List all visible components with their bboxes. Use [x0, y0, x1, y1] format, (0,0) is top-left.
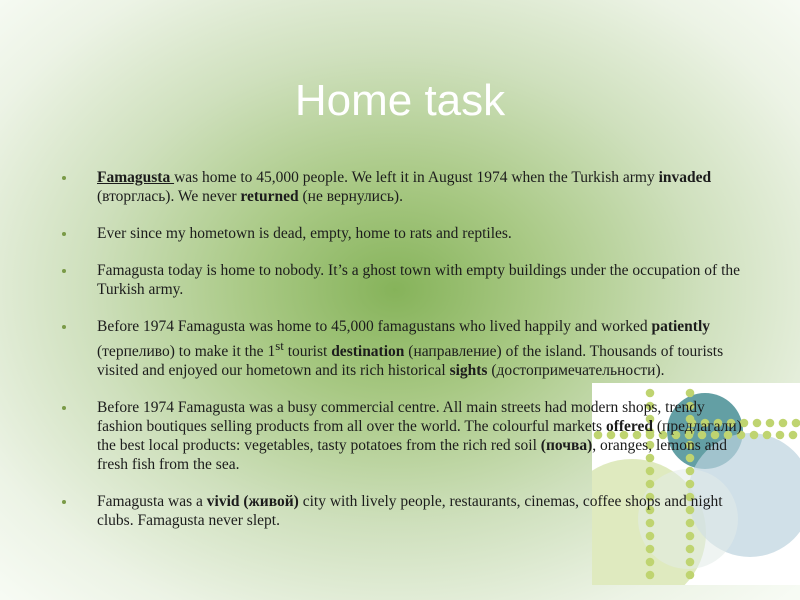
text-run: st: [275, 338, 284, 353]
decorative-dot: [766, 419, 775, 428]
text-run: (направление) of the island. Thousands of tourists visited and enjoyed our hometown and its rich historical: [97, 343, 724, 380]
slide-title: Home task: [294, 76, 506, 125]
text-run: (достопримечательности).: [487, 362, 665, 380]
bullet-item: [60, 317, 750, 380]
bullet-item: [60, 168, 750, 206]
text-run: (предлагали) the best local products: vegetables, tasty potatoes from the rich red soil: [97, 418, 742, 455]
text-run: Before 1974 Famagusta was home to 45,000 famagustans who lived happily and worked: [97, 318, 652, 335]
decorative-dot: [646, 571, 655, 580]
decorative-dot: [646, 558, 655, 567]
bullet-item: [60, 224, 750, 243]
text-run: (вторглась). We never: [97, 188, 241, 205]
bold-term: Famagusta: [97, 169, 175, 186]
bold-term: (почва): [540, 437, 593, 455]
text-run: tourist: [283, 343, 332, 361]
bold-term: (живой): [243, 493, 299, 511]
bullet-list: [60, 168, 750, 548]
text-run: was home to 45,000 people. We left it in August 1974 when the Turkish army: [174, 169, 659, 186]
decorative-dot: [763, 431, 772, 440]
decorative-dot: [779, 419, 788, 428]
text-run: , oranges, lemons and fresh fish from the sea.: [97, 437, 727, 474]
decorative-dot: [686, 571, 695, 580]
bold-term: patiently: [651, 318, 711, 335]
bullet-item: [60, 492, 750, 530]
bullet-item: [60, 261, 750, 299]
decorative-dot: [789, 431, 798, 440]
text-run: Before 1974 Famagusta was a busy commercial centre. All main streets had modern shops, trendy fashion boutiques selling products from all over the world. The colourful markets: [97, 399, 705, 436]
bold-term: destination: [331, 343, 405, 361]
text-run: Famagusta was a: [97, 493, 207, 511]
decorative-dot: [750, 431, 759, 440]
decorative-dot: [686, 558, 695, 567]
decorative-dot: [776, 431, 785, 440]
text-run: Ever since my hometown is dead, empty, home to rats and reptiles.: [97, 225, 512, 242]
bold-term: vivid: [206, 493, 240, 511]
text-run: (терпеливо) to make it the 1: [97, 343, 276, 361]
text-run: (не вернулись).: [298, 188, 403, 205]
bold-term: invaded: [658, 169, 712, 186]
text-run: city with lively people, restaurants, cinemas, coffee shops and night clubs. Famagusta never slept.: [97, 493, 723, 530]
bold-term: sights: [449, 362, 488, 380]
bold-term: offered: [605, 418, 654, 436]
bullet-item: [60, 398, 750, 474]
text-run: Famagusta today is home to nobody. It’s a ghost town with empty buildings under the occupation of the Turkish army.: [97, 262, 741, 298]
bold-term: returned: [240, 188, 299, 205]
decorative-dot: [792, 419, 800, 428]
decorative-dot: [753, 419, 762, 428]
